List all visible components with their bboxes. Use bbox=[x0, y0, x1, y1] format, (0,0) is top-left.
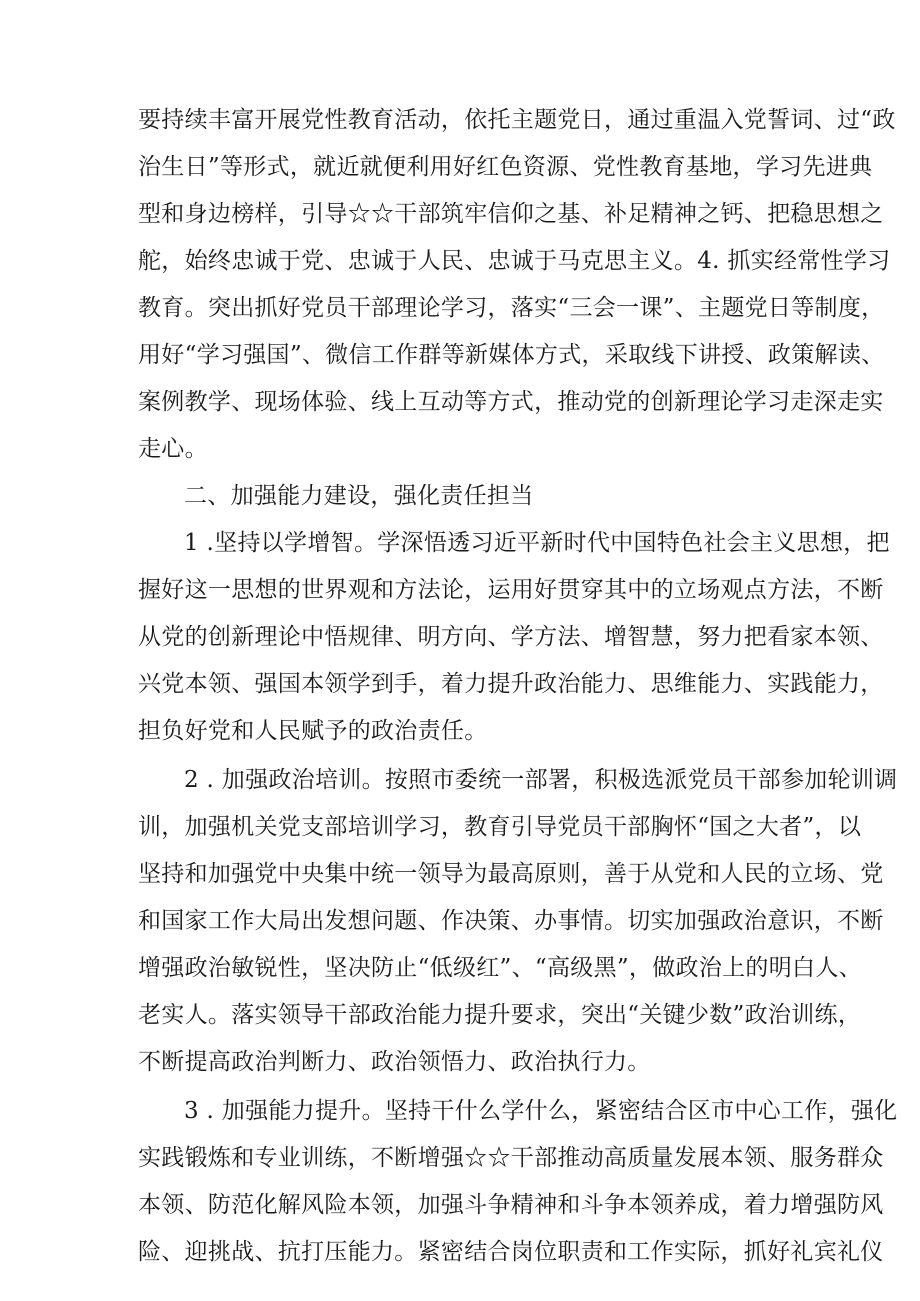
text-line: 3 . 加强能力提升。坚持干什么学什么，紧密结合区市中心工作，强化 bbox=[184, 1098, 898, 1124]
text-line: 不断提高政治判断力、政治领悟力、政治执行力。 bbox=[138, 1049, 651, 1075]
text-line: 坚持和加强党中央集中统一领导为最高原则，善于从党和人民的立场、党 bbox=[138, 861, 884, 887]
text-line: 型和身边榜样，引导☆☆干部筑牢信仰之基、补足精神之钙、把稳思想之 bbox=[138, 201, 884, 227]
text-line: 兴党本领、强国本领学到手，着力提升政治能力、思维能力、实践能力， bbox=[138, 671, 884, 697]
text-line: 1 .坚持以学增智。学深悟透习近平新时代中国特色社会主义思想，把 bbox=[184, 530, 890, 556]
text-line: 走心。 bbox=[138, 436, 208, 462]
text-line: 握好这一思想的世界观和方法论，运用好贯穿其中的立场观点方法，不断 bbox=[138, 577, 884, 603]
text-line: 要持续丰富开展党性教育活动，依托主题党日，通过重温入党誓词、过“政 bbox=[138, 107, 896, 133]
text-line: 和国家工作大局出发想问题、作决策、办事情。切实加强政治意识，不断 bbox=[138, 908, 884, 934]
text-line: 用好“学习强国”、微信工作群等新媒体方式，采取线下讲授、政策解读、 bbox=[138, 342, 885, 368]
text-line: 舵，始终忠诚于党、忠诚于人民、忠诚于马克思主义。4. 抓实经常性学习 bbox=[138, 248, 891, 274]
text-line: 从党的创新理论中悟规律、明方向、学方法、增智慧，努力把看家本领、 bbox=[138, 624, 884, 650]
text-line: 老实人。落实领导干部政治能力提升要求，突出“关键少数”政治训练， bbox=[138, 1002, 862, 1028]
text-line: 实践锻炼和专业训练，不断增强☆☆干部推动高质量发展本领、服务群众 bbox=[138, 1145, 884, 1171]
text-line: 本领、防范化解风险本领，加强斗争精神和斗争本领养成，着力增强防风 bbox=[138, 1192, 884, 1218]
text-line: 教育。突出抓好党员干部理论学习，落实“三会一课”、主题党日等制度， bbox=[138, 295, 885, 321]
text-line: 2 . 加强政治培训。按照市委统一部署，积极选派党员干部参加轮训调 bbox=[184, 767, 898, 793]
text-line: 险、迎挑战、抗打压能力。紧密结合岗位职责和工作实际，抓好礼宾礼仪 bbox=[138, 1239, 884, 1265]
text-line: 案例教学、现场体验、线上互动等方式，推动党的创新理论学习走深走实 bbox=[138, 389, 884, 415]
section-heading: 二、加强能力建设，强化责任担当 bbox=[184, 483, 534, 509]
text-line: 治生日”等形式，就近就便利用好红色资源、党性教育基地，学习先进典 bbox=[138, 154, 873, 180]
text-line: 训，加强机关党支部培训学习，教育引导党员干部胸怀“国之大者”，以 bbox=[138, 814, 862, 840]
text-line: 担负好党和人民赋予的政治责任。 bbox=[138, 718, 488, 744]
text-line: 增强政治敏锐性，坚决防止“低级红”、“高级黑”，做政治上的明白人、 bbox=[138, 955, 862, 981]
